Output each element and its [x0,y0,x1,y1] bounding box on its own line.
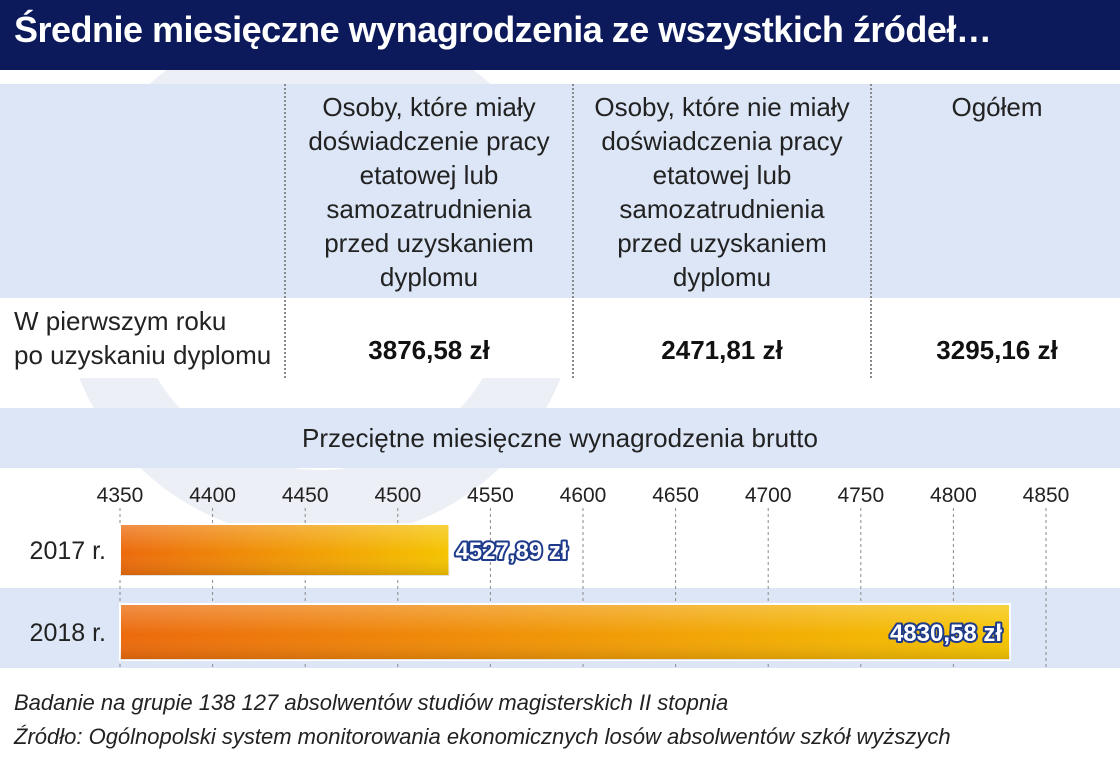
column-header-experienced [288,90,570,294]
column-header-total [874,90,1120,124]
data-label: 4830,58 zł [889,620,1003,647]
x-tick-label: 4450 [281,484,329,507]
column-header-line: przed uzyskaniem [617,228,827,258]
x-tick-label: 4350 [96,484,144,507]
column-header-line: dyplomu [379,262,479,292]
column-header-line: doświadczenie pracy [308,126,550,156]
footnote-sample: Badanie na grupie 138 127 absolwentów studiów magisterskich II stopnia [14,690,729,715]
column-header-inexperienced [576,90,868,294]
column-header-line: Osoby, które nie miały [594,92,850,122]
page-title: Średnie miesięczne wynagrodzenia ze wszystkich źródeł… [14,9,992,50]
column-header-line: samozatrudnienia [326,194,532,224]
column-separator [572,84,574,378]
column-header-line: doświadczenia pracy [601,126,843,156]
title-bar [0,0,1120,70]
bar-chart [0,470,1120,680]
data-label: 4527,89 zł [455,538,568,565]
x-tick-label: 4650 [652,484,699,507]
column-header-line: Osoby, które miały [322,92,536,122]
column-header-line: samozatrudnienia [619,194,825,224]
bar-shading [120,524,449,576]
cell-value-inexperienced: 2471,81 zł [661,335,783,365]
column-separator [870,84,872,378]
column-header-line: etatowej lub [359,160,499,190]
bar-shading [120,604,1010,660]
chart-title: Przeciętne miesięczne wynagrodzenia brutto [302,423,818,453]
cell-value-experienced: 3876,58 zł [368,335,490,365]
footnote-source: Źródło: Ogólnopolski system monitorowania ekonomicznych losów absolwentów szkół wyższych [14,724,951,749]
column-header-line: Ogółem [951,92,1043,122]
x-tick-label: 4550 [467,484,514,507]
column-header-line: przed uzyskaniem [324,228,534,258]
row-label-line: W pierwszym roku [14,306,227,336]
row-label [14,304,271,372]
cell-value-total: 3295,16 zł [936,335,1058,365]
column-header-line: dyplomu [672,262,772,292]
row-label-line: po uzyskaniu dyplomu [14,340,272,370]
column-separator [284,84,286,378]
x-tick-label: 4500 [374,484,422,507]
x-tick-label: 4600 [559,484,607,507]
column-header-line: etatowej lub [652,160,792,190]
category-label: 2018 r. [29,619,106,647]
x-tick-label: 4850 [1022,484,1070,507]
x-tick-label: 4750 [837,484,885,507]
x-tick-label: 4700 [744,484,792,507]
category-label: 2017 r. [29,537,106,565]
x-tick-label: 4400 [189,484,236,507]
x-tick-label: 4800 [930,484,977,507]
